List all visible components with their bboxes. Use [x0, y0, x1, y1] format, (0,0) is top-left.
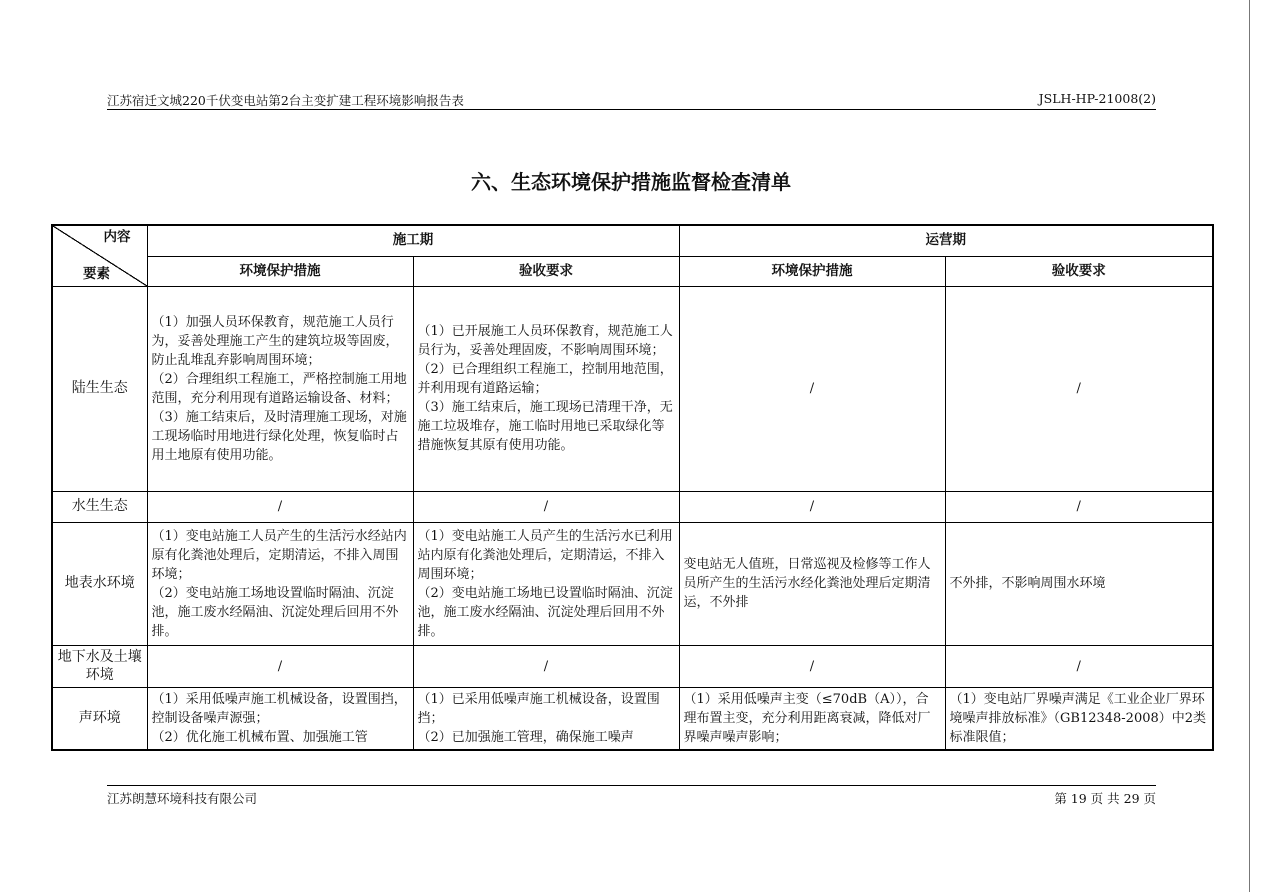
- list-item: （1）加强人员环保教育，规范施工人员行为，妥善处理施工产生的建筑垃圾等固废，防止乱堆乱弃影响周围环境；: [151, 314, 399, 368]
- construction-acceptance-cell: /: [413, 645, 679, 687]
- operation-acceptance-cell: （1）变电站厂界噪声满足《工业企业厂界环境噪声排放标准》（GB12348-2008）中2类标准限值；: [945, 687, 1213, 750]
- construction-acceptance-cell: [413, 687, 679, 750]
- company-name: 江苏朗慧环境科技有限公司: [107, 791, 258, 806]
- construction-header: 施工期: [147, 225, 679, 256]
- table-row: [52, 522, 1213, 645]
- report-code: JSLH-HP-21008(2): [1038, 91, 1156, 106]
- element-cell: 声环境: [52, 687, 147, 750]
- list-item: （1）已采用低噪声施工机械设备，设置围挡；: [417, 691, 660, 726]
- element-cell: 地表水环境: [52, 522, 147, 645]
- operation-measures-header: 环境保护措施: [679, 256, 945, 286]
- operation-measures-cell: /: [679, 645, 945, 687]
- page-footer: [107, 785, 1156, 806]
- page-header: [107, 89, 1156, 110]
- operation-acceptance-cell: /: [945, 491, 1213, 522]
- table-row: [52, 491, 1213, 522]
- table-row: [52, 286, 1213, 491]
- list-item: （1）已开展施工人员环保教育，规范施工人员行为，妥善处理固废，不影响周围环境；: [417, 324, 673, 358]
- construction-measures-cell: /: [147, 491, 413, 522]
- element-cell: 地下水及土壤环境: [52, 645, 147, 687]
- construction-measures-header: 环境保护措施: [147, 256, 413, 286]
- list-item: （2）变电站施工场地已设置临时隔油、沉淀池，施工废水经隔油、沉淀处理后回用不外排。: [417, 585, 673, 639]
- table-row: [52, 645, 1213, 687]
- list-item: （3）施工结束后，及时清理施工现场，对施工现场临时用地进行绿化处理，恢复临时占用土地原有使用功能。: [151, 409, 407, 463]
- operation-acceptance-cell: 不外排，不影响周围水环境: [945, 522, 1213, 645]
- operation-acceptance-cell: /: [945, 286, 1213, 491]
- operation-measures-cell: /: [679, 491, 945, 522]
- list-item: （2）已合理组织工程施工，控制用地范围，并利用现有道路运输；: [417, 362, 673, 396]
- operation-measures-cell: /: [679, 286, 945, 491]
- page-number: 第 19 页 共 29 页: [1054, 791, 1156, 806]
- construction-acceptance-cell: [413, 286, 679, 491]
- report-name: 江苏宿迁文城220千伏变电站第2台主变扩建工程环境影响报告表: [107, 93, 464, 108]
- element-cell: 水生生态: [52, 491, 147, 522]
- operation-measures-cell: （1）采用低噪声主变（≤70dB（A）），合理布置主变，充分利用距离衰减，降低对厂界噪声噪声影响；: [679, 687, 945, 750]
- construction-acceptance-cell: /: [413, 491, 679, 522]
- page-title: 六、生态环境保护措施监督检查清单: [471, 170, 791, 194]
- corner-cell: [52, 225, 147, 286]
- construction-measures-cell: [147, 687, 413, 750]
- construction-measures-cell: /: [147, 645, 413, 687]
- list-item: （1）变电站施工人员产生的生活污水经站内原有化粪池处理后，定期清运，不排入周围环境；: [151, 528, 407, 582]
- checklist-table: [51, 224, 1214, 751]
- list-item: （3）施工结束后，施工现场已清理干净，无施工垃圾堆存，施工临时用地已采取绿化等措施恢复其原有使用功能。: [417, 400, 673, 453]
- list-item: （2）合理组织工程施工，严格控制施工用地范围，充分利用现有道路运输设备、材料；: [151, 371, 407, 406]
- operation-measures-cell: 变电站无人值班，日常巡视及检修等工作人员所产生的生活污水经化粪池处理后定期清运，不外排: [679, 522, 945, 645]
- element-cell: 陆生生态: [52, 286, 147, 491]
- page-edge-line: [1249, 0, 1250, 892]
- operation-header: 运营期: [679, 225, 1213, 256]
- list-item: （2）已加强施工管理，确保施工噪声: [417, 729, 634, 745]
- construction-measures-cell: [147, 522, 413, 645]
- list-item: （2）优化施工机械布置、加强施工管: [151, 729, 368, 745]
- operation-acceptance-header: 验收要求: [945, 256, 1213, 286]
- list-item: （2）变电站施工场地设置临时隔油、沉淀池，施工废水经隔油、沉淀处理后回用不外排。: [151, 585, 399, 639]
- corner-bottom-label: 要素: [83, 265, 110, 282]
- construction-acceptance-cell: [413, 522, 679, 645]
- corner-top-label: 内容: [103, 229, 131, 245]
- list-item: （1）变电站施工人员产生的生活污水已利用站内原有化粪池处理后，定期清运，不排入周围环境；: [417, 528, 673, 582]
- construction-acceptance-header: 验收要求: [413, 256, 679, 286]
- construction-measures-cell: [147, 286, 413, 491]
- table-row: [52, 687, 1213, 750]
- list-item: （1）采用低噪声施工机械设备，设置围挡，控制设备噪声源强；: [151, 691, 407, 726]
- operation-acceptance-cell: /: [945, 645, 1213, 687]
